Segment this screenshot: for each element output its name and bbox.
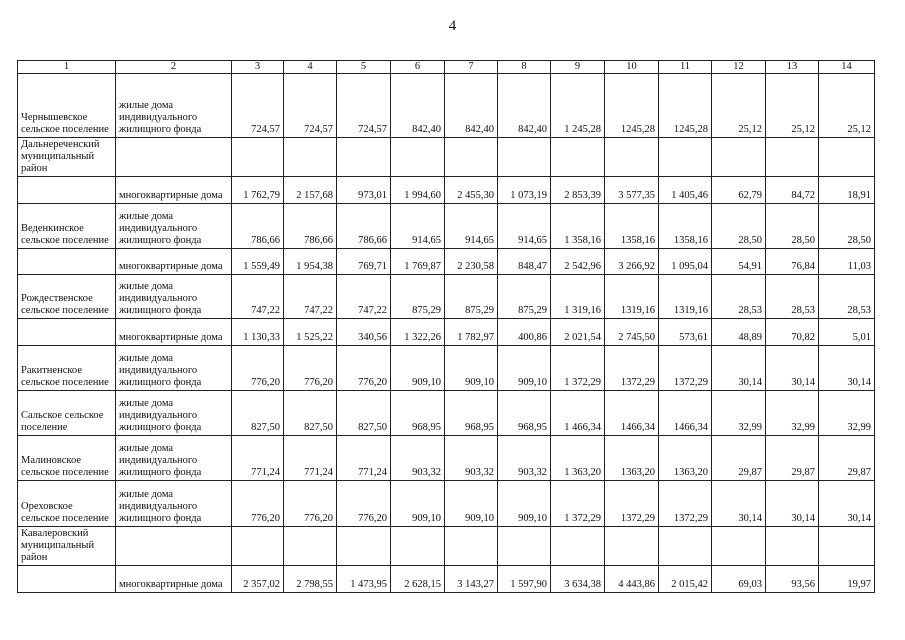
value-cell-col-11: 1319,16 (659, 275, 712, 319)
column-number-2: 2 (116, 61, 232, 74)
value-cell-col-5: 769,71 (337, 249, 391, 275)
value-cell-col-8: 400,86 (498, 319, 551, 346)
value-cell-col-12: 48,89 (712, 319, 766, 346)
value-cell-col-8 (498, 527, 551, 566)
value-cell-col-3: 1 559,49 (232, 249, 284, 275)
value-cell-col-10: 1363,20 (605, 436, 659, 481)
value-cell-col-13: 29,87 (766, 436, 819, 481)
settlement-name: Кавалеровский муниципальный район (18, 527, 116, 566)
value-cell-col-10: 1319,16 (605, 275, 659, 319)
column-number-7: 7 (445, 61, 498, 74)
settlement-name (18, 249, 116, 275)
settlement-name: Дальнереченский муниципальный район (18, 138, 116, 177)
value-cell-col-13 (766, 138, 819, 177)
value-cell-col-5: 786,66 (337, 204, 391, 249)
value-cell-col-3: 747,22 (232, 275, 284, 319)
value-cell-col-13 (766, 527, 819, 566)
value-cell-col-13: 32,99 (766, 391, 819, 436)
value-cell-col-11: 1 095,04 (659, 249, 712, 275)
value-cell-col-4: 786,66 (284, 204, 337, 249)
value-cell-col-10: 1358,16 (605, 204, 659, 249)
value-cell-col-10: 2 745,50 (605, 319, 659, 346)
value-cell-col-10: 3 577,35 (605, 177, 659, 204)
column-number-1: 1 (18, 61, 116, 74)
value-cell-col-12: 30,14 (712, 481, 766, 527)
value-cell-col-8: 909,10 (498, 481, 551, 527)
housing-type: многоквартирные дома (116, 249, 232, 275)
value-cell-col-4: 771,24 (284, 436, 337, 481)
housing-type (116, 527, 232, 566)
value-cell-col-5 (337, 138, 391, 177)
value-cell-col-8: 914,65 (498, 204, 551, 249)
value-cell-col-13: 76,84 (766, 249, 819, 275)
value-cell-col-10: 1245,28 (605, 74, 659, 138)
value-cell-col-3 (232, 527, 284, 566)
value-cell-col-12: 30,14 (712, 346, 766, 391)
value-cell-col-13: 30,14 (766, 346, 819, 391)
value-cell-col-11: 1358,16 (659, 204, 712, 249)
value-cell-col-4: 827,50 (284, 391, 337, 436)
settlement-name (18, 177, 116, 204)
housing-type: жилые дома индивидуального жилищного фонда (116, 74, 232, 138)
value-cell-col-9: 2 853,39 (551, 177, 605, 204)
value-cell-col-12: 28,53 (712, 275, 766, 319)
value-cell-col-11: 1466,34 (659, 391, 712, 436)
value-cell-col-13: 30,14 (766, 481, 819, 527)
value-cell-col-8: 1 597,90 (498, 566, 551, 593)
value-cell-col-12 (712, 527, 766, 566)
value-cell-col-7: 3 143,27 (445, 566, 498, 593)
value-cell-col-9 (551, 527, 605, 566)
value-cell-col-10: 3 266,92 (605, 249, 659, 275)
value-cell-col-9: 1 319,16 (551, 275, 605, 319)
table-row (18, 138, 875, 177)
table-body (18, 74, 875, 593)
value-cell-col-8: 842,40 (498, 74, 551, 138)
value-cell-col-7: 842,40 (445, 74, 498, 138)
column-number-11: 11 (659, 61, 712, 74)
value-cell-col-5: 771,24 (337, 436, 391, 481)
table-row (18, 391, 875, 436)
value-cell-col-3: 827,50 (232, 391, 284, 436)
value-cell-col-9: 1 466,34 (551, 391, 605, 436)
value-cell-col-6: 875,29 (391, 275, 445, 319)
value-cell-col-14: 11,03 (819, 249, 875, 275)
value-cell-col-5: 747,22 (337, 275, 391, 319)
value-cell-col-7: 2 230,58 (445, 249, 498, 275)
value-cell-col-5 (337, 527, 391, 566)
value-cell-col-6 (391, 527, 445, 566)
value-cell-col-14 (819, 527, 875, 566)
value-cell-col-4: 1 954,38 (284, 249, 337, 275)
column-number-6: 6 (391, 61, 445, 74)
value-cell-col-11: 1363,20 (659, 436, 712, 481)
settlement-name: Сальское сельское поселение (18, 391, 116, 436)
value-cell-col-11: 1372,29 (659, 481, 712, 527)
value-cell-col-7: 914,65 (445, 204, 498, 249)
value-cell-col-9: 1 245,28 (551, 74, 605, 138)
value-cell-col-11: 573,61 (659, 319, 712, 346)
value-cell-col-10: 4 443,86 (605, 566, 659, 593)
value-cell-col-6: 1 322,26 (391, 319, 445, 346)
value-cell-col-5: 724,57 (337, 74, 391, 138)
column-number-12: 12 (712, 61, 766, 74)
column-number-8: 8 (498, 61, 551, 74)
housing-type: жилые дома индивидуального жилищного фонда (116, 204, 232, 249)
value-cell-col-6: 903,32 (391, 436, 445, 481)
settlement-name (18, 319, 116, 346)
value-cell-col-13: 70,82 (766, 319, 819, 346)
column-number-row (18, 61, 875, 74)
value-cell-col-14: 25,12 (819, 74, 875, 138)
table-row (18, 319, 875, 346)
value-cell-col-9: 2 021,54 (551, 319, 605, 346)
value-cell-col-10 (605, 527, 659, 566)
value-cell-col-11 (659, 527, 712, 566)
housing-type: жилые дома индивидуального жилищного фонда (116, 481, 232, 527)
value-cell-col-6: 909,10 (391, 346, 445, 391)
housing-type: многоквартирные дома (116, 177, 232, 204)
value-cell-col-3: 776,20 (232, 346, 284, 391)
value-cell-col-9: 1 372,29 (551, 346, 605, 391)
column-number-5: 5 (337, 61, 391, 74)
table-row (18, 436, 875, 481)
value-cell-col-5: 1 473,95 (337, 566, 391, 593)
value-cell-col-4: 776,20 (284, 346, 337, 391)
page-number: 4 (448, 18, 457, 34)
housing-type: жилые дома индивидуального жилищного фонда (116, 275, 232, 319)
column-number-14: 14 (819, 61, 875, 74)
value-cell-col-11: 1372,29 (659, 346, 712, 391)
value-cell-col-13: 84,72 (766, 177, 819, 204)
value-cell-col-4: 776,20 (284, 481, 337, 527)
value-cell-col-10: 1372,29 (605, 481, 659, 527)
value-cell-col-3: 2 357,02 (232, 566, 284, 593)
value-cell-col-6: 2 628,15 (391, 566, 445, 593)
value-cell-col-5: 776,20 (337, 346, 391, 391)
value-cell-col-12: 69,03 (712, 566, 766, 593)
value-cell-col-10 (605, 138, 659, 177)
value-cell-col-13: 28,53 (766, 275, 819, 319)
value-cell-col-4: 747,22 (284, 275, 337, 319)
value-cell-col-12: 32,99 (712, 391, 766, 436)
value-cell-col-5: 973,01 (337, 177, 391, 204)
value-cell-col-6 (391, 138, 445, 177)
value-cell-col-14: 30,14 (819, 481, 875, 527)
value-cell-col-4: 1 525,22 (284, 319, 337, 346)
housing-type (116, 138, 232, 177)
value-cell-col-8: 968,95 (498, 391, 551, 436)
table-row (18, 275, 875, 319)
value-cell-col-4 (284, 138, 337, 177)
value-cell-col-6: 1 994,60 (391, 177, 445, 204)
table-row (18, 346, 875, 391)
value-cell-col-14: 32,99 (819, 391, 875, 436)
value-cell-col-10: 1372,29 (605, 346, 659, 391)
value-cell-col-8: 903,32 (498, 436, 551, 481)
housing-type: многоквартирные дома (116, 319, 232, 346)
value-cell-col-7 (445, 138, 498, 177)
value-cell-col-3: 771,24 (232, 436, 284, 481)
settlement-name: Малиновское сельское поселение (18, 436, 116, 481)
value-cell-col-9: 1 372,29 (551, 481, 605, 527)
housing-type: жилые дома индивидуального жилищного фонда (116, 346, 232, 391)
value-cell-col-14: 19,97 (819, 566, 875, 593)
value-cell-col-8 (498, 138, 551, 177)
value-cell-col-3: 724,57 (232, 74, 284, 138)
value-cell-col-3: 776,20 (232, 481, 284, 527)
column-number-4: 4 (284, 61, 337, 74)
value-cell-col-4 (284, 527, 337, 566)
value-cell-col-7: 2 455,30 (445, 177, 498, 204)
value-cell-col-8: 848,47 (498, 249, 551, 275)
value-cell-col-4: 2 157,68 (284, 177, 337, 204)
value-cell-col-6: 1 769,87 (391, 249, 445, 275)
value-cell-col-13: 28,50 (766, 204, 819, 249)
value-cell-col-12: 62,79 (712, 177, 766, 204)
value-cell-col-12: 29,87 (712, 436, 766, 481)
tariff-table (17, 60, 875, 593)
column-number-9: 9 (551, 61, 605, 74)
value-cell-col-8: 1 073,19 (498, 177, 551, 204)
value-cell-col-9: 2 542,96 (551, 249, 605, 275)
value-cell-col-14: 5,01 (819, 319, 875, 346)
value-cell-col-10: 1466,34 (605, 391, 659, 436)
table-row (18, 249, 875, 275)
value-cell-col-9 (551, 138, 605, 177)
value-cell-col-3 (232, 138, 284, 177)
value-cell-col-12: 54,91 (712, 249, 766, 275)
value-cell-col-14 (819, 138, 875, 177)
value-cell-col-6: 914,65 (391, 204, 445, 249)
value-cell-col-9: 1 363,20 (551, 436, 605, 481)
value-cell-col-5: 827,50 (337, 391, 391, 436)
settlement-name: Ореховское сельское поселение (18, 481, 116, 527)
value-cell-col-4: 2 798,55 (284, 566, 337, 593)
housing-type: жилые дома индивидуального жилищного фонда (116, 436, 232, 481)
value-cell-col-7: 909,10 (445, 346, 498, 391)
value-cell-col-14: 30,14 (819, 346, 875, 391)
value-cell-col-14: 28,53 (819, 275, 875, 319)
housing-type: жилые дома индивидуального жилищного фонда (116, 391, 232, 436)
housing-type: многоквартирные дома (116, 566, 232, 593)
value-cell-col-5: 776,20 (337, 481, 391, 527)
value-cell-col-7: 875,29 (445, 275, 498, 319)
value-cell-col-13: 93,56 (766, 566, 819, 593)
value-cell-col-14: 29,87 (819, 436, 875, 481)
value-cell-col-7: 909,10 (445, 481, 498, 527)
settlement-name (18, 566, 116, 593)
value-cell-col-7: 968,95 (445, 391, 498, 436)
column-number-3: 3 (232, 61, 284, 74)
value-cell-col-7 (445, 527, 498, 566)
value-cell-col-5: 340,56 (337, 319, 391, 346)
table-row (18, 204, 875, 249)
value-cell-col-6: 842,40 (391, 74, 445, 138)
column-number-13: 13 (766, 61, 819, 74)
value-cell-col-3: 1 762,79 (232, 177, 284, 204)
value-cell-col-11 (659, 138, 712, 177)
value-cell-col-3: 786,66 (232, 204, 284, 249)
value-cell-col-8: 909,10 (498, 346, 551, 391)
value-cell-col-7: 1 782,97 (445, 319, 498, 346)
settlement-name: Веденкинское сельское поселение (18, 204, 116, 249)
value-cell-col-11: 1 405,46 (659, 177, 712, 204)
value-cell-col-6: 968,95 (391, 391, 445, 436)
value-cell-col-14: 28,50 (819, 204, 875, 249)
settlement-name: Ракитненское сельское поселение (18, 346, 116, 391)
value-cell-col-14: 18,91 (819, 177, 875, 204)
value-cell-col-12 (712, 138, 766, 177)
settlement-name: Чернышевское сельское поселение (18, 74, 116, 138)
value-cell-col-7: 903,32 (445, 436, 498, 481)
table-row (18, 74, 875, 138)
settlement-name: Рождественское сельское поселение (18, 275, 116, 319)
value-cell-col-9: 1 358,16 (551, 204, 605, 249)
value-cell-col-3: 1 130,33 (232, 319, 284, 346)
value-cell-col-4: 724,57 (284, 74, 337, 138)
value-cell-col-6: 909,10 (391, 481, 445, 527)
value-cell-col-13: 25,12 (766, 74, 819, 138)
table-row (18, 177, 875, 204)
table-row (18, 481, 875, 527)
value-cell-col-12: 25,12 (712, 74, 766, 138)
table-row (18, 566, 875, 593)
column-number-10: 10 (605, 61, 659, 74)
value-cell-col-12: 28,50 (712, 204, 766, 249)
table-row (18, 527, 875, 566)
value-cell-col-9: 3 634,38 (551, 566, 605, 593)
value-cell-col-11: 2 015,42 (659, 566, 712, 593)
value-cell-col-8: 875,29 (498, 275, 551, 319)
value-cell-col-11: 1245,28 (659, 74, 712, 138)
